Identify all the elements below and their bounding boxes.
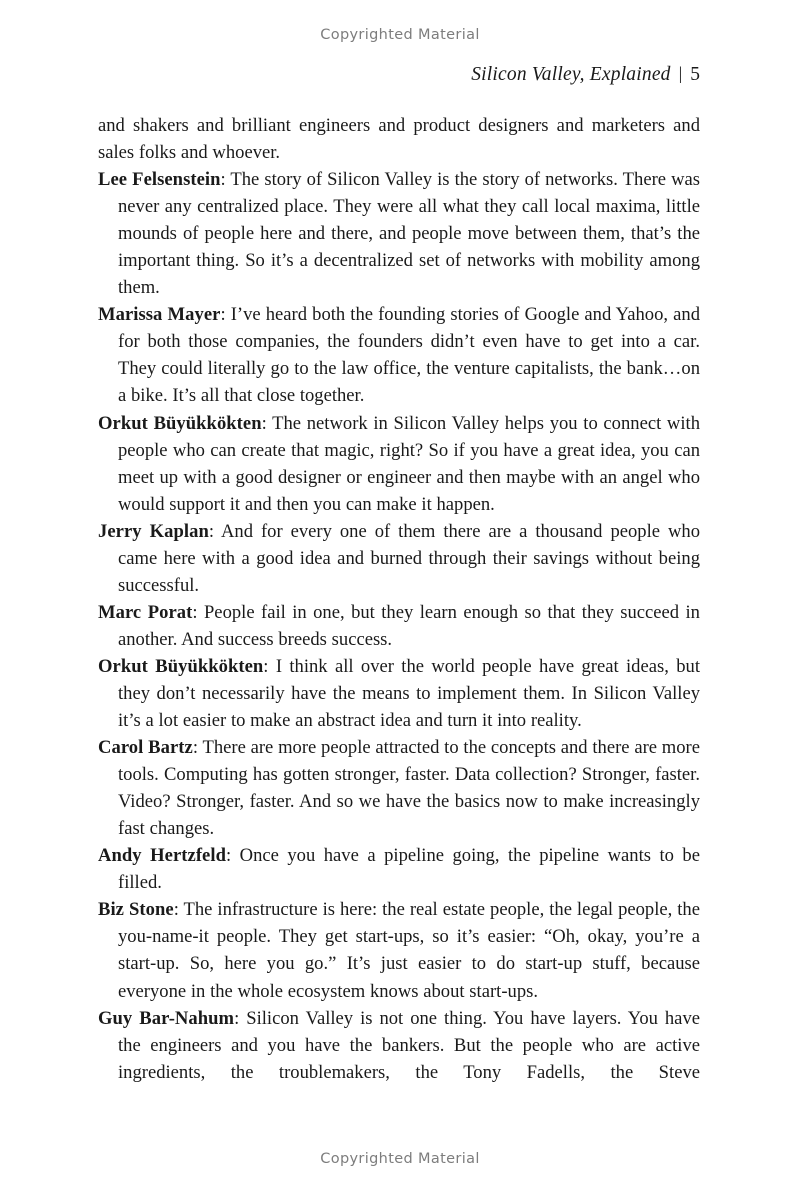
paragraph-text: The infrastructure is here: the real estate people, the legal people, the you-name-it people. They get start-ups, so it’s easier: “Oh, okay, you’re a start-up. So, here you go.” It’s just easier to do start-up stuff, because everyone in the whole ecosystem knows about start-ups.	[118, 899, 700, 1002]
paragraph-text: People fail in one, but they learn enough so that they succeed in another. And success breeds success.	[118, 601, 700, 650]
paragraph-text: and shakers and brilliant engineers and product designers and marketers and sales folks and whoever.	[98, 115, 700, 164]
running-head-separator: |	[678, 63, 683, 83]
paragraph-text: The story of Silicon Valley is the story of networks. There was never any centralized place. They were all what they call local maxima, little mounds of people here and there, and people move between them, that’s the important thing. So it’s a decentralized set of networks with mobility among them.	[118, 169, 700, 299]
speaker-name: Guy Bar-Nahum	[98, 1007, 235, 1029]
continuation-paragraph	[98, 112, 700, 166]
running-head-title: Silicon Valley, Explained	[471, 64, 671, 85]
running-head	[98, 64, 700, 86]
dialogue-paragraph: Orkut Büyükkökten: The network in Silicon Valley helps you to connect with people who can create that magic, right? So if you have a great idea, you can meet up with a good designer or engineer and then maybe with an angel who would support it and then you can make it happen.	[98, 412, 700, 515]
paragraph-text: I’ve heard both the founding stories of Google and Yahoo, and for both those companies, the founders didn’t even have to get into a car. They could literally go to the law office, the venture capitalists, the bank…on a bike. It’s all that close together.	[118, 304, 700, 407]
dialogue-paragraph: Biz Stone: The infrastructure is here: the real estate people, the legal people, the you-name-it people. They get start-ups, so it’s easier: “Oh, okay, you’re a start-up. So, here you go.” It’s just easier to do start-up stuff, because everyone in the whole ecosystem knows about start-ups.	[98, 899, 700, 1002]
paragraph-text: The network in Silicon Valley helps you to connect with people who can create that magic, right? So if you have a great idea, you can meet up with a good designer or engineer and then maybe with an angel who would support it and then you can make it happen.	[118, 412, 700, 515]
dialogue-paragraph: Guy Bar-Nahum: Silicon Valley is not one thing. You have layers. You have the engineers and you have the bankers. But the people who are active ingredients, the troublemakers, the Tony Fadells, the Steve	[98, 1007, 700, 1083]
watermark-top: Copyrighted Material	[320, 27, 480, 43]
dialogue-paragraph: Lee Felsenstein: The story of Silicon Valley is the story of networks. There was never any centralized place. They were all what they call local maxima, little mounds of people here and there, and people move between them, that’s the important thing. So it’s a decentralized set of networks with mobility among them.	[98, 169, 700, 299]
paragraph-text: Once you have a pipeline going, the pipeline wants to be filled.	[118, 845, 700, 894]
speaker-name: Orkut Büyükkökten	[98, 412, 262, 434]
dialogue-paragraph: Orkut Büyükkökten: I think all over the world people have great ideas, but they don’t necessarily have the means to implement them. In Silicon Valley it’s a lot easier to make an abstract idea and turn it into reality.	[98, 655, 700, 732]
paragraph-text: I think all over the world people have great ideas, but they don’t necessarily have the means to implement them. In Silicon Valley it’s a lot easier to make an abstract idea and turn it into reality.	[118, 655, 700, 732]
speaker-name: Lee Felsenstein	[98, 169, 221, 191]
speaker-name: Orkut Büyükkökten	[98, 655, 264, 677]
paragraph-text: There are more people attracted to the concepts and there are more tools. Computing has gotten stronger, faster. Data collection? Stronger, faster. Video? Stronger, faster. And so we have the basics now to make increasingly fast changes.	[118, 737, 700, 840]
body-text-block	[98, 112, 700, 1086]
speaker-name: Biz Stone	[98, 899, 174, 921]
page-number: 5	[690, 64, 700, 85]
speaker-name: Marissa Mayer	[98, 304, 221, 326]
speaker-name: Marc Porat	[98, 601, 193, 623]
speaker-name: Carol Bartz	[98, 737, 193, 759]
dialogue-paragraph: Marc Porat: People fail in one, but they learn enough so that they succeed in another. And success breeds success.	[98, 601, 700, 650]
dialogue-paragraph: Andy Hertzfeld: Once you have a pipeline going, the pipeline wants to be filled.	[98, 845, 700, 894]
dialogue-paragraph: Jerry Kaplan: And for every one of them there are a thousand people who came here with a good idea and burned through their savings without being successful.	[98, 520, 701, 596]
speaker-name: Andy Hertzfeld	[98, 845, 226, 867]
paragraph-text: Silicon Valley is not one thing. You have layers. You have the engineers and you have the bankers. But the people who are active ingredients, the troublemakers, the Tony Fadells, the Steve	[118, 1007, 700, 1083]
watermark-bottom: Copyrighted Material	[320, 1151, 480, 1167]
dialogue-paragraph: Carol Bartz: There are more people attracted to the concepts and there are more tools. Computing has gotten stronger, faster. Data collection? Stronger, faster. Video? Stronger, faster. And so we have the basics now to make increasingly fast changes.	[98, 737, 700, 840]
paragraph-text: And for every one of them there are a thousand people who came here with a good idea and burned through their savings without being successful.	[118, 520, 701, 596]
dialogue-paragraph: Marissa Mayer: I’ve heard both the founding stories of Google and Yahoo, and for both those companies, the founders didn’t even have to get into a car. They could literally go to the law office, the venture capitalists, the bank…on a bike. It’s all that close together.	[98, 304, 700, 407]
speaker-name: Jerry Kaplan	[98, 520, 209, 542]
